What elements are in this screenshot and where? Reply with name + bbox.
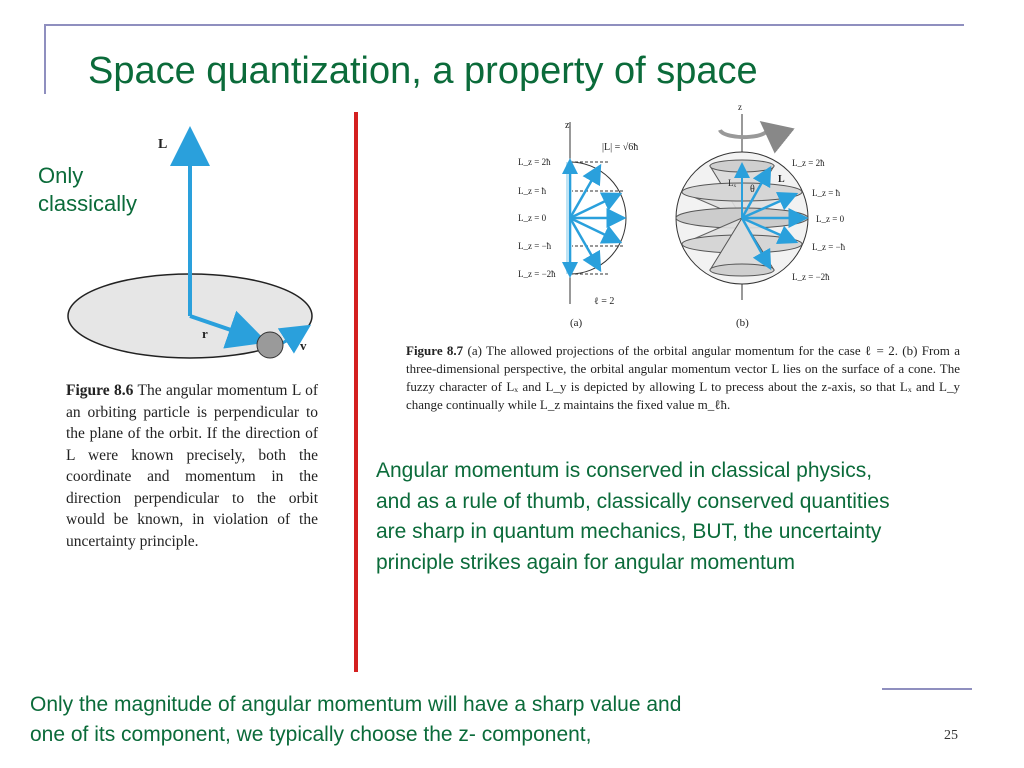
conservation-note: Angular momentum is conserved in classical physics, and as a rule of thumb, classically conserved quantities are sharp in quantum mechanics, BUT, the uncertainty principle strikes again for angular momentum bbox=[376, 459, 890, 574]
figure-8-7a-diagram bbox=[510, 108, 670, 334]
level-b-1: L_z = 2ħ bbox=[792, 158, 825, 168]
frame-left-line bbox=[44, 24, 46, 94]
figure-8-7b-diagram bbox=[670, 100, 860, 334]
label-v: v bbox=[300, 338, 307, 353]
ell-label: ℓ = 2 bbox=[594, 296, 615, 307]
red-divider bbox=[354, 112, 358, 672]
only-classically-line1: Only bbox=[38, 163, 84, 188]
panel-a-label: (a) bbox=[570, 317, 583, 329]
bottom-note-line1: Only the magnitude of angular momentum will have a sharp value and bbox=[30, 693, 682, 716]
figure-8-6-caption-text: The angular momentum L of an orbiting particle is perpendicular to the plane of the orbit. If the direction of L were known precisely, both the coordinate and momentum in the direction perpendicular to the orbit would be known, in violation of the uncertainty principle. bbox=[66, 382, 318, 550]
frame-bottom-line bbox=[882, 688, 972, 690]
axis-z-label-b: z bbox=[738, 102, 742, 112]
label-L: L bbox=[158, 137, 168, 152]
level-b-4: L_z = −ħ bbox=[812, 242, 846, 252]
magnitude-label: |L| = √6ħ bbox=[602, 142, 639, 153]
frame-top-line bbox=[44, 24, 964, 26]
figure-8-7-caption bbox=[406, 342, 960, 414]
figure-8-6-caption-label: Figure 8.6 bbox=[66, 382, 134, 399]
panel-b-label: (b) bbox=[736, 317, 749, 329]
label-theta: θ bbox=[750, 184, 755, 195]
level-label-2: L_z = ħ bbox=[518, 186, 547, 196]
label-L-b: L bbox=[778, 174, 785, 185]
bottom-note bbox=[30, 690, 850, 750]
page-number: 25 bbox=[944, 728, 958, 743]
precession-arrow bbox=[720, 126, 768, 137]
level-label-4: L_z = −ħ bbox=[518, 241, 552, 251]
bottom-note-line2: one of its component, we typically choose the z- component, bbox=[30, 723, 592, 746]
only-classically-line2: classically bbox=[38, 191, 138, 216]
slide-title: Space quantization, a property of space bbox=[88, 50, 758, 92]
figure-8-7-caption-label: Figure 8.7 bbox=[406, 343, 464, 358]
axis-z-label-a: z bbox=[565, 120, 570, 131]
label-Lx: Lₓ bbox=[728, 178, 737, 188]
cone-bottom-rim bbox=[710, 264, 774, 276]
label-r: r bbox=[202, 326, 208, 341]
level-b-2: L_z = ħ bbox=[812, 188, 841, 198]
level-b-5: L_z = −2ħ bbox=[792, 272, 830, 282]
level-label-1: L_z = 2ħ bbox=[518, 157, 551, 167]
level-label-5: L_z = −2ħ bbox=[518, 269, 556, 279]
orbiting-particle bbox=[257, 332, 283, 358]
figure-8-6-caption bbox=[66, 380, 318, 552]
figure-8-6-diagram bbox=[60, 120, 330, 370]
level-b-3: L_z = 0 bbox=[816, 214, 845, 224]
level-label-3: L_z = 0 bbox=[518, 213, 547, 223]
figure-8-7-caption-text: (a) The allowed projections of the orbital angular momentum for the case ℓ = 2. (b) From a three-dimensional perspective, the orbital angular momentum vector L lies on the surface of a cone. The fuzzy character of Lₓ and L_y is depicted by allowing L to precess about the z-axis, so that Lₓ and L_y change continually while L_z maintains the fixed value m_ℓħ. bbox=[406, 343, 961, 412]
